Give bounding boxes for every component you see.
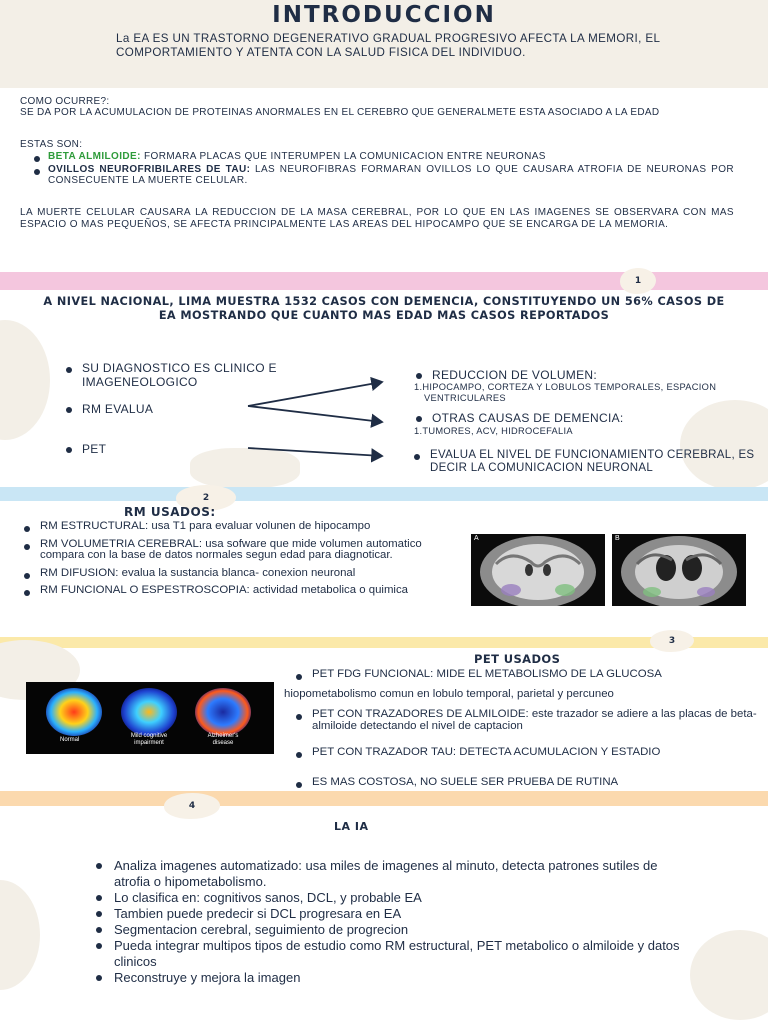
list-item <box>20 521 450 533</box>
pet-item-1-sub: hiopometabolismo comun en lobulo temporal, parietal y percuneo <box>284 688 614 700</box>
list-item <box>30 164 734 187</box>
pet-item-1-text: PET FDG FUNCIONAL: MIDE EL METABOLISMO DE LA GLUCOSA <box>312 668 662 680</box>
cell-death-text: LA MUERTE CELULAR CAUSARA LA REDUCCION DE LA MASA CEREBRAL, POR LO QUE EN LAS IMAGENES SE OBSERVARA CON MAS ESPACIO O MAS PEQUEÑOS, SE AFECTA PRINCIPALMENTE LAS AREAS DEL HIPOCAMPO QUE SE ENCARGA DE LA MEMORIA. <box>20 207 734 230</box>
term-tau-text: LAS NEUROFIBRAS FORMARAN OVILLOS LO QUE CAUSARA ATROFIA DE NEURONAS POR CONSECUENTE LA MUERTE CELULAR. <box>48 163 734 186</box>
pet-item-4 <box>292 777 762 789</box>
pet-item-3-text: PET CON TRAZADOR TAU: DETECTA ACUMULACION Y ESTADIO <box>312 746 661 758</box>
diag-left-3 <box>62 442 106 456</box>
arrow-to-volume <box>248 382 382 406</box>
blob-decoration <box>0 320 50 440</box>
section4-badge: 4 <box>164 793 220 819</box>
pet-evaluates-text: EVALUA EL NIVEL DE FUNCIONAMIENTO CEREBRAL, ES DECIR LA COMUNICACION NEURONAL <box>430 449 755 474</box>
list-item <box>20 585 450 597</box>
these-are: ESTAS SON: <box>20 139 83 150</box>
pet-mci-brain <box>121 688 177 736</box>
list-item <box>92 858 692 890</box>
pet-item-1 <box>292 669 742 681</box>
section3-title: PET USADOS <box>474 652 561 666</box>
ai-item-3: Tambien puede predecir si DCL progresara en EA <box>114 906 402 921</box>
list-item <box>30 151 734 163</box>
ai-list <box>92 858 692 986</box>
section2-badge: 2 <box>176 485 236 511</box>
section2-band <box>0 487 768 501</box>
pet-label-ad: Alzheimer's disease <box>207 733 239 746</box>
other-causes-title <box>412 411 624 425</box>
section1-badge: 1 <box>620 268 656 294</box>
section4-band <box>0 791 768 806</box>
intro-title: INTRODUCCION <box>272 2 496 28</box>
section4-title: LA IA <box>334 820 369 833</box>
volume-reduction-title-text: REDUCCION DE VOLUMEN: <box>432 368 597 382</box>
rm-item-1: RM ESTRUCTURAL: usa T1 para evaluar volunen de hipocampo <box>40 520 371 532</box>
mri-label-b: B <box>615 535 620 542</box>
ai-item-5: Pueda integrar multipos tipos de estudio como RM estructural, PET metabolico o almiloide y datos clinicos <box>114 938 680 969</box>
pet-item-4-text: ES MAS COSTOSA, NO SUELE SER PRUEBA DE RUTINA <box>312 776 619 788</box>
diag-left-1-text: SU DIAGNOSTICO ES CLINICO E IMAGENEOLOGICO <box>82 361 277 389</box>
rm-item-4: RM FUNCIONAL O ESPESTROSCOPIA: actividad metabolica o quimica <box>40 584 408 596</box>
list-item <box>92 906 692 922</box>
pet-ad-brain <box>195 688 251 736</box>
ai-item-6: Reconstruye y mejora la imagen <box>114 970 301 985</box>
how-answer: SE DA POR LA ACUMULACION DE PROTEINAS ANORMALES EN EL CEREBRO QUE GENERALMETE ESTA ASOCIADO A LA EDAD <box>20 107 660 118</box>
list-item <box>20 568 450 580</box>
arrow-to-pet <box>248 448 382 456</box>
pet-evaluates <box>410 449 765 474</box>
mri-image-b <box>612 534 746 606</box>
term-beta-amyloid: BETA ALMILOIDE: <box>48 151 141 162</box>
blob-decoration <box>0 880 40 990</box>
ai-item-4: Segmentacion cerebral, seguimiento de progrecion <box>114 922 409 937</box>
pet-scan-image <box>26 682 274 754</box>
diag-left-2 <box>62 402 153 416</box>
mri-label-a: A <box>474 535 479 542</box>
mri-image-a <box>471 534 605 606</box>
intro-summary: La EA ES UN TRASTORNO DEGENERATIVO GRADUAL PROGRESIVO AFECTA LA MEMORI, EL COMPORTAMIENTO Y ATENTA CON LA SALUD FISICA DEL INDIVIDUO. <box>116 32 660 59</box>
volume-reduction-sub: 1.HIPOCAMPO, CORTEZA Y LOBULOS TEMPORALES, ESPACION VENTRICULARES <box>414 382 717 403</box>
list-item <box>20 539 450 562</box>
section2-title: RM USADOS: <box>124 505 216 519</box>
pet-item-2-text: PET CON TRAZADORES DE ALMILOIDE: este trazador se adiere a las placas de beta-almiloide detectando el nivel de captacion <box>312 708 757 732</box>
diag-left-2-text: RM EVALUA <box>82 402 154 416</box>
list-item <box>92 922 692 938</box>
list-item <box>92 970 692 986</box>
diagnosis-arrows <box>240 370 400 470</box>
list-item <box>92 890 692 906</box>
how-question: COMO OCURRE?: <box>20 96 110 107</box>
pet-item-2 <box>292 709 762 732</box>
pet-item-3 <box>292 747 762 759</box>
protein-list <box>30 151 734 187</box>
section1-headline: A NIVEL NACIONAL, LIMA MUESTRA 1532 CASOS CON DEMENCIA, CONSTITUYENDO UN 56% CASOS DE EA MOSTRANDO QUE CUANTO MAS EDAD MAS CASOS REPORTADOS <box>43 295 725 322</box>
list-item <box>92 938 692 970</box>
term-beta-amyloid-text: FORMARA PLACAS QUE INTERUMPEN LA COMUNICACION ENTRE NEURONAS <box>140 151 546 162</box>
pet-label-normal: Normal <box>60 737 80 743</box>
rm-list <box>20 521 450 597</box>
section3-badge: 3 <box>650 630 694 652</box>
pet-label-mci: Mild cognitive impairment <box>130 733 168 746</box>
diag-left-3-text: PET <box>82 442 107 456</box>
ai-item-2: Lo clasifica en: cognitivos sanos, DCL, y probable EA <box>114 890 422 905</box>
other-causes-sub: 1.TUMORES, ACV, HIDROCEFALIA <box>414 426 573 436</box>
blob-decoration <box>680 400 768 490</box>
ai-item-1: Analiza imagenes automatizado: usa miles de imagenes al minuto, detecta patrones sutiles de atrofia o hipometabolismo. <box>114 858 658 889</box>
other-causes-title-text: OTRAS CAUSAS DE DEMENCIA: <box>432 411 624 425</box>
pet-normal-brain <box>46 688 102 736</box>
rm-item-2: RM VOLUMETRIA CEREBRAL: usa sofware que mide volumen automatico compara con la base de datos normales segun edad para diagnoticar. <box>40 537 422 561</box>
arrow-to-other-causes <box>248 406 382 422</box>
term-tau: OVILLOS NEUROFRIBILARES DE TAU: <box>48 163 251 175</box>
blob-decoration <box>690 930 768 1020</box>
rm-item-3: RM DIFUSION: evalua la sustancia blanca- conexion neuronal <box>40 566 356 579</box>
volume-reduction-title <box>412 368 597 382</box>
